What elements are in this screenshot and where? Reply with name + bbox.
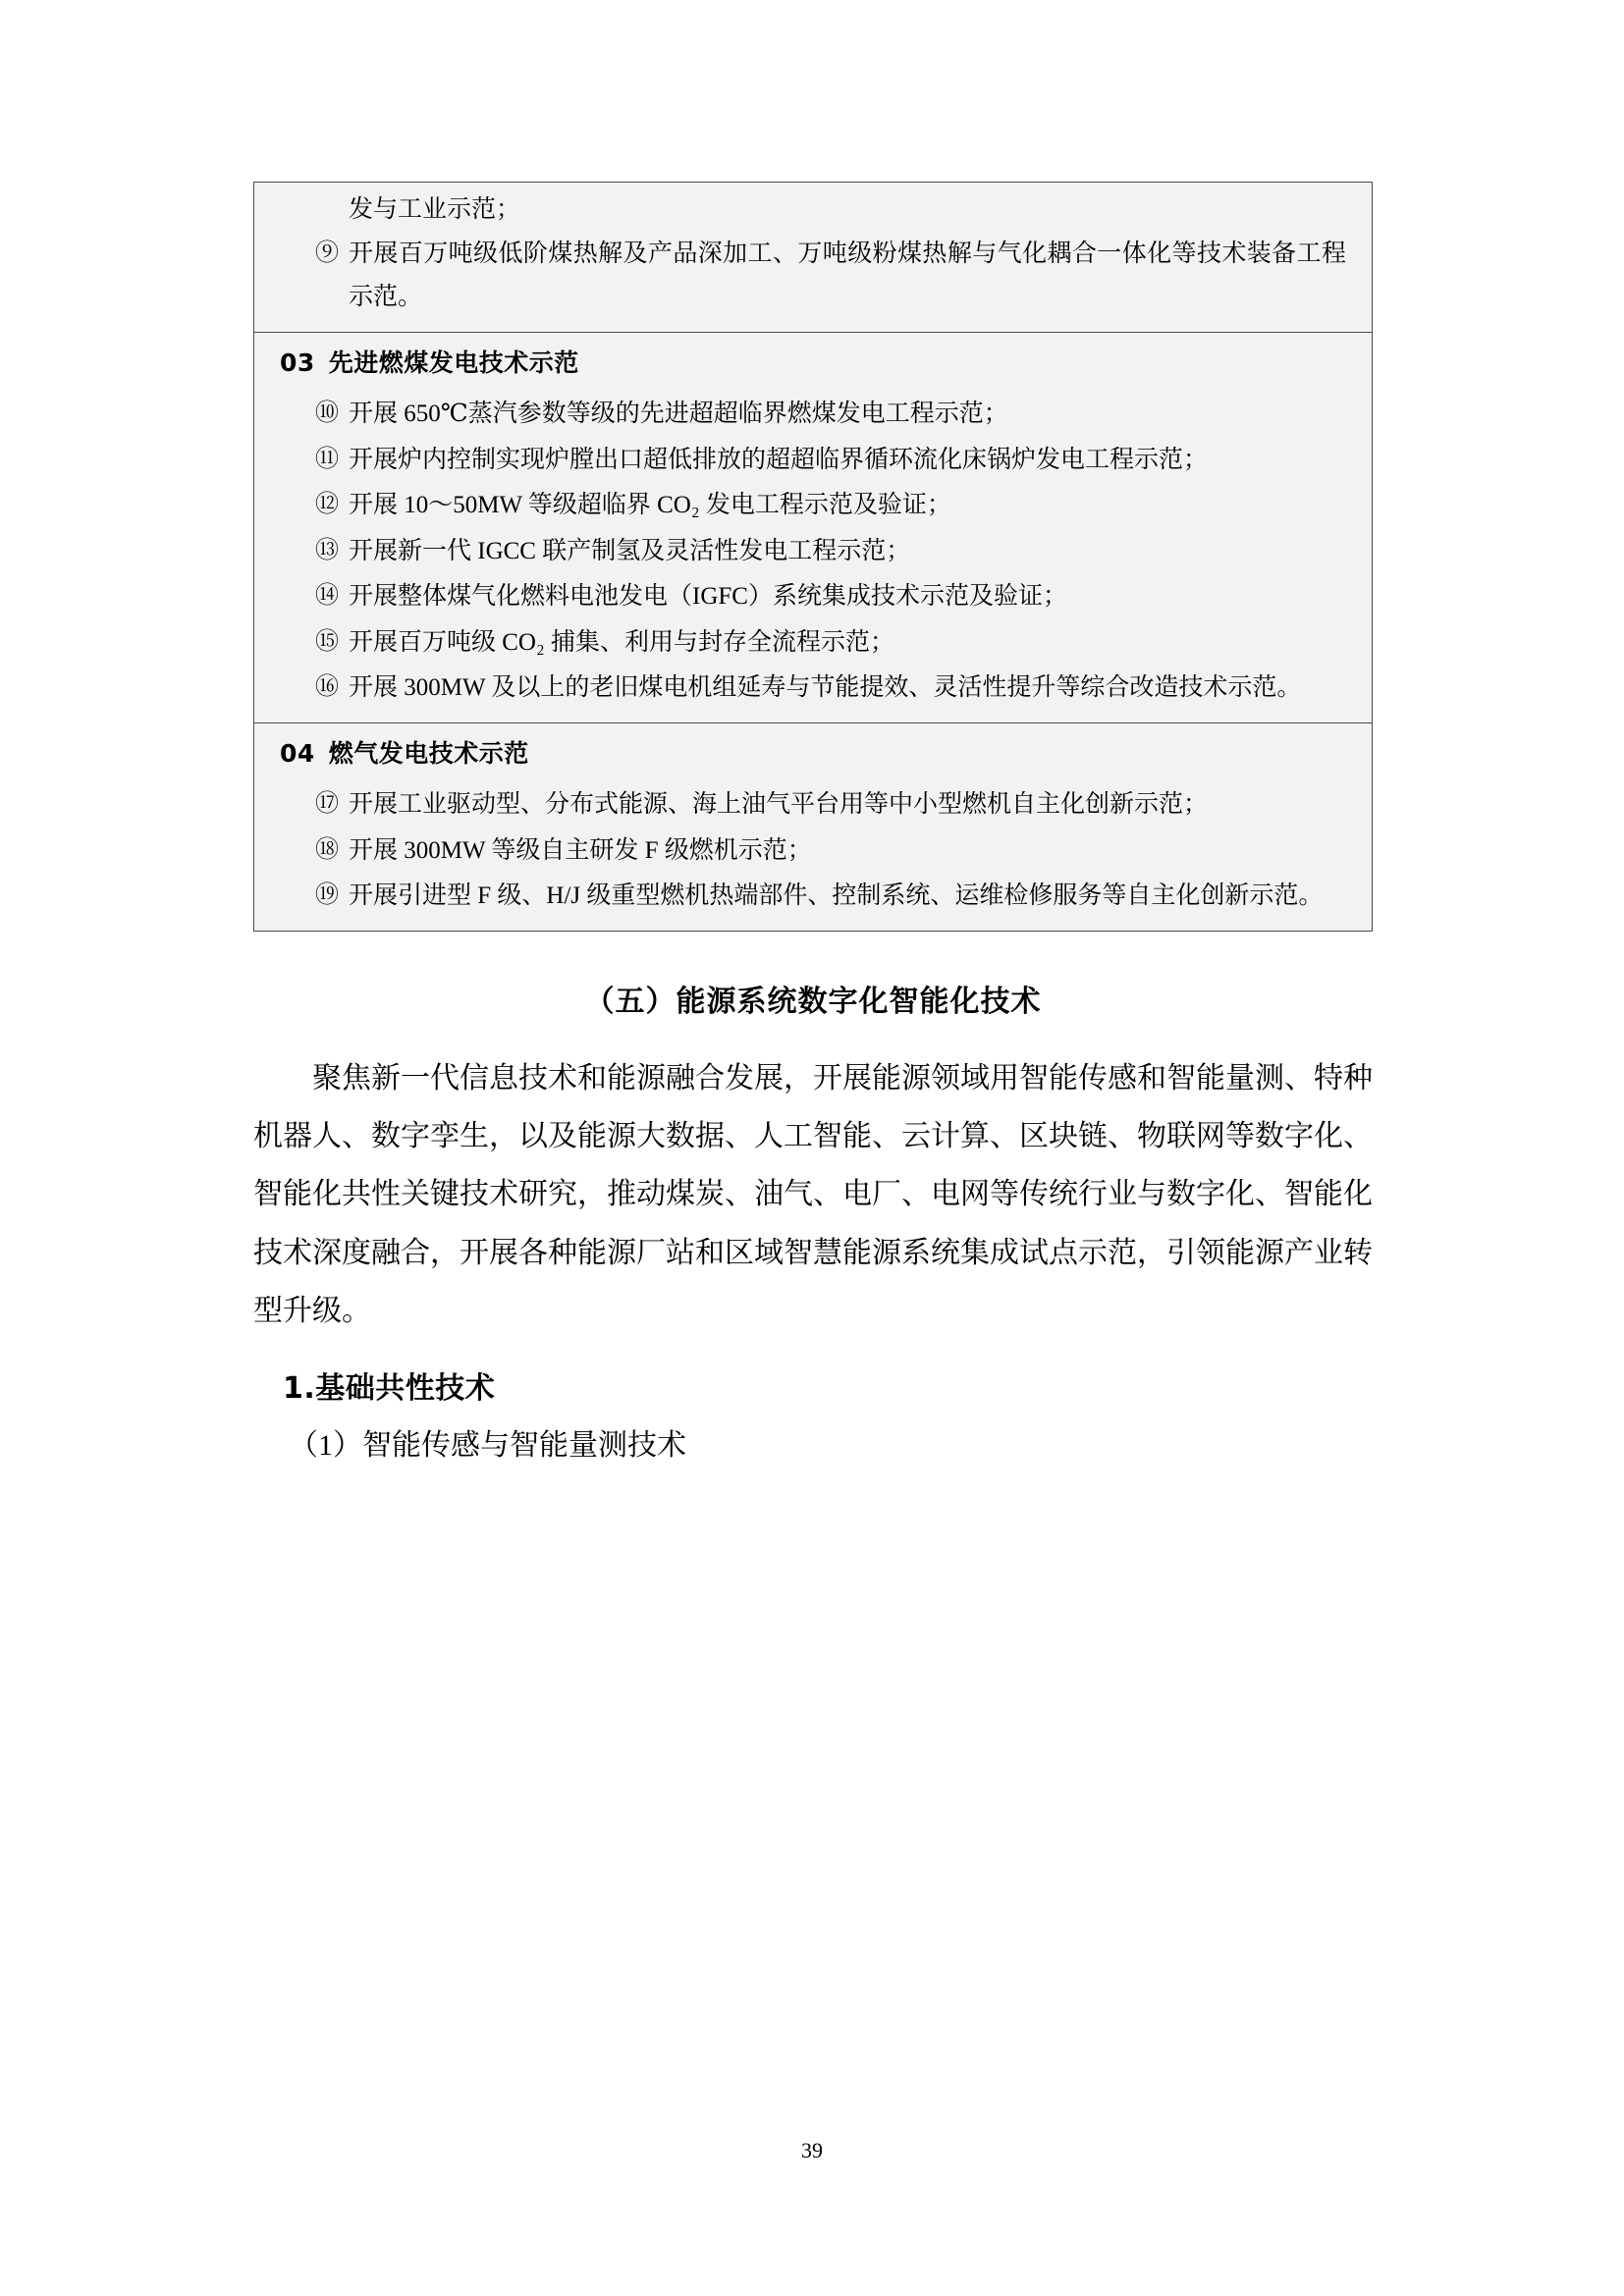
table-row-section-04 xyxy=(254,722,1373,931)
item-text: 开展新一代 IGCC 联产制氢及灵活性发电工程示范； xyxy=(349,537,911,564)
item-marker: ⑰ xyxy=(315,791,339,817)
item-text: 开展 650℃蒸汽参数等级的先进超超临界燃煤发电工程示范； xyxy=(349,400,1008,427)
item-marker: ⑮ xyxy=(315,628,339,655)
table-row-section-03 xyxy=(254,332,1373,722)
item-text: 开展 10～50MW 等级超临界 CO₂ 发电工程示范及验证； xyxy=(349,492,951,518)
item-marker: ⑲ xyxy=(315,882,339,908)
section-title-03 xyxy=(254,333,1372,388)
list-item xyxy=(280,439,1346,483)
item-text: 开展百万吨级低阶煤热解及产品深加工、万吨级粉煤热解与气化耦合一体化等技术装备工程示范。 xyxy=(349,240,1346,310)
item-marker: ⑫ xyxy=(315,492,339,517)
page-content xyxy=(253,182,1373,1464)
item-text: 开展工业驱动型、分布式能源、海上油气平台用等中小型燃机自主化创新示范； xyxy=(349,791,1209,818)
section-heading: （五）能源系统数字化智能化技术 xyxy=(584,984,1042,1019)
section-name: 燃气发电技术示范 xyxy=(328,738,529,768)
section-title-04 xyxy=(254,723,1372,778)
table-row-continuation xyxy=(254,183,1373,333)
list-item xyxy=(280,575,1346,619)
item-text: 开展整体煤气化燃料电池发电（IGFC）系统集成技术示范及验证； xyxy=(349,583,1067,610)
technology-demonstration-table xyxy=(253,182,1373,932)
item-marker: ⑱ xyxy=(315,836,339,863)
list-item xyxy=(280,393,1346,437)
section-04-items xyxy=(254,777,1372,931)
item-marker: ⑩ xyxy=(315,400,339,426)
list-item xyxy=(280,484,1346,528)
item-marker: ⑨ xyxy=(315,240,339,266)
item-text: 开展炉内控制实现炉膛出口超低排放的超超临界循环流化床锅炉发电工程示范； xyxy=(349,446,1209,473)
list-item xyxy=(280,530,1346,574)
subheading-smart-sensing: （1）智能传感与智能量测技术 xyxy=(289,1429,686,1463)
item-marker: ⑯ xyxy=(315,674,339,700)
continuation-text: 发与工业示范； xyxy=(349,196,521,223)
item-marker: ⑪ xyxy=(315,446,339,472)
continuation-cell xyxy=(254,183,1372,332)
list-item xyxy=(280,783,1346,828)
item-text: 开展引进型 F 级、H/J 级重型燃机热端部件、控制系统、运维检修服务等自主化创新示范。 xyxy=(349,882,1324,909)
item-text: 开展百万吨级 CO₂ 捕集、利用与封存全流程示范； xyxy=(349,628,894,656)
list-item xyxy=(280,621,1346,666)
section-number: 03 xyxy=(280,347,315,377)
page-number: 39 xyxy=(801,2138,823,2163)
section-name: 先进燃煤发电技术示范 xyxy=(328,347,579,377)
item-text: 开展 300MW 等级自主研发 F 级燃机示范； xyxy=(349,836,812,864)
subheading-basic-common-tech: 1.基础共性技术 xyxy=(283,1371,496,1407)
list-item xyxy=(280,233,1346,320)
item-marker: ⑬ xyxy=(315,537,339,563)
section-03-items xyxy=(254,387,1372,722)
list-item xyxy=(280,829,1346,874)
item-text: 开展 300MW 及以上的老旧煤电机组延寿与节能提效、灵活性提升等综合改造技术示范。 xyxy=(349,674,1302,701)
section-number: 04 xyxy=(280,738,315,768)
list-item xyxy=(280,667,1346,711)
list-item xyxy=(280,875,1346,919)
item-marker: ⑭ xyxy=(315,583,339,609)
body-paragraph: 聚焦新一代信息技术和能源融合发展，开展能源领域用智能传感和智能量测、特种机器人、数字孪生，以及能源大数据、人工智能、云计算、区块链、物联网等数字化、智能化共性关键技术研究，推动煤炭、油气、电厂、电网等传统行业与数字化、智能化技术深度融合，开展各种能源厂站和区域智慧能源系统集成试点示范，引领能源产业转型升级。 xyxy=(253,1061,1373,1328)
